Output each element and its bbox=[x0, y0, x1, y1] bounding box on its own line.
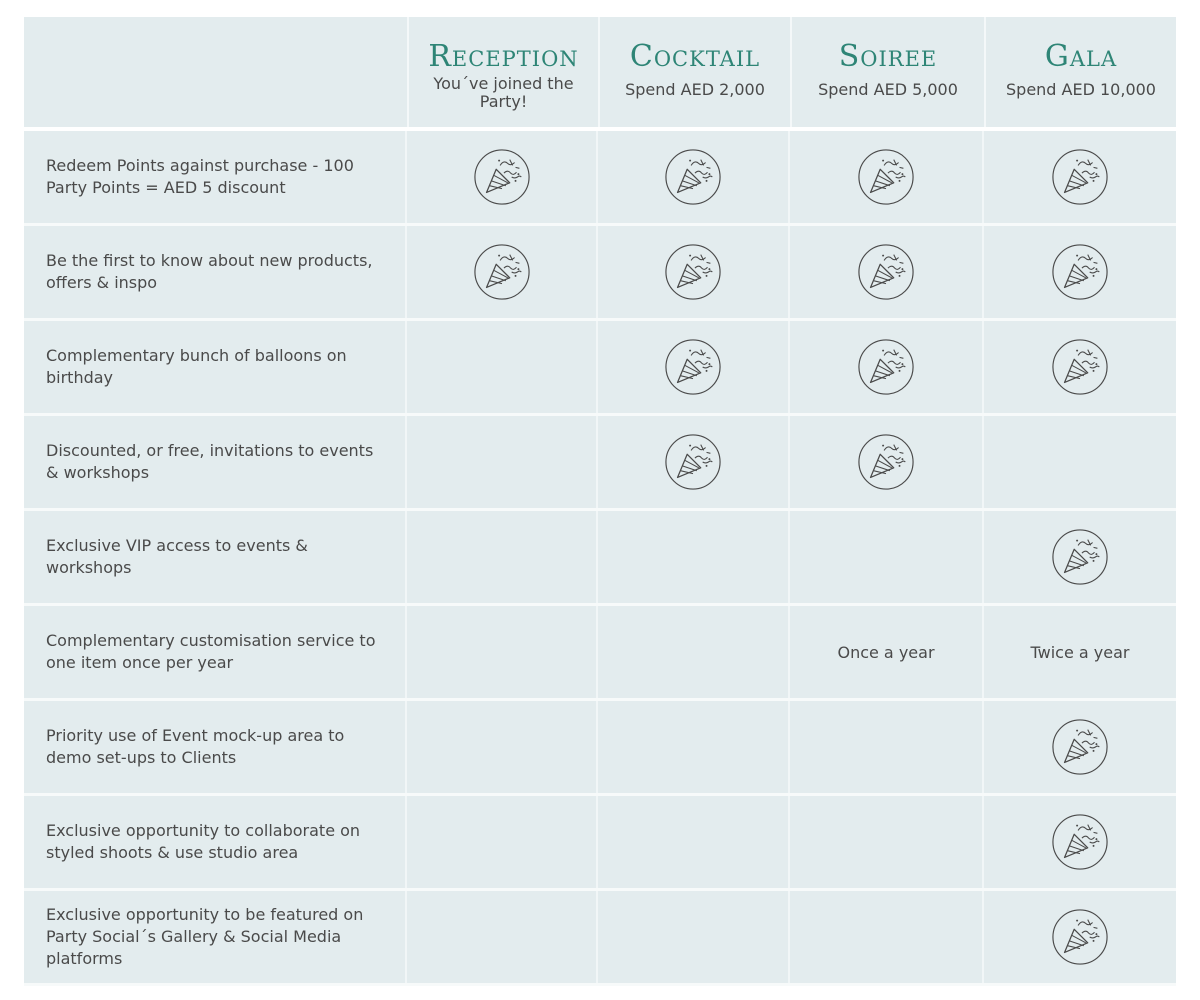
tier-cell bbox=[984, 416, 1176, 508]
benefit-label: Redeem Points against purchase - 100 Party Points = AED 5 discount bbox=[24, 131, 407, 223]
tier-cell bbox=[598, 131, 790, 223]
tier-cell bbox=[790, 796, 984, 888]
tier-cell bbox=[598, 226, 790, 318]
benefit-label: Discounted, or free, invitations to events & workshops bbox=[24, 416, 407, 508]
loyalty-tiers-table bbox=[24, 17, 1176, 986]
tier-cell bbox=[407, 131, 598, 223]
tier-gala bbox=[984, 17, 1176, 127]
party-popper-icon bbox=[1051, 718, 1109, 776]
tier-cell bbox=[407, 416, 598, 508]
tier-cell bbox=[407, 321, 598, 413]
party-popper-icon bbox=[1051, 813, 1109, 871]
party-popper-icon bbox=[857, 148, 915, 206]
benefit-row bbox=[24, 606, 1176, 701]
party-popper-icon bbox=[857, 433, 915, 491]
tier-cell bbox=[790, 321, 984, 413]
benefit-row bbox=[24, 416, 1176, 511]
party-popper-icon bbox=[1051, 528, 1109, 586]
tier-cell bbox=[407, 606, 598, 698]
benefit-label: Complementary bunch of balloons on birthday bbox=[24, 321, 407, 413]
party-popper-icon bbox=[1051, 148, 1109, 206]
tier-cell bbox=[984, 891, 1176, 983]
tier-cell bbox=[598, 321, 790, 413]
tier-cell bbox=[598, 891, 790, 983]
tier-cell bbox=[984, 606, 1176, 698]
header-blank-cell bbox=[24, 17, 407, 127]
tier-cell bbox=[790, 416, 984, 508]
tier-cell bbox=[790, 606, 984, 698]
party-popper-icon bbox=[1051, 338, 1109, 396]
benefit-frequency: Once a year bbox=[837, 642, 935, 662]
tier-cell bbox=[790, 701, 984, 793]
party-popper-icon bbox=[473, 243, 531, 301]
tier-subtitle: Spend AED 5,000 bbox=[818, 80, 958, 99]
tier-cell bbox=[790, 226, 984, 318]
benefit-label: Be the first to know about new products, offers & inspo bbox=[24, 226, 407, 318]
tiers-header bbox=[24, 17, 1176, 127]
benefit-row bbox=[24, 891, 1176, 986]
benefit-label: Exclusive opportunity to collaborate on styled shoots & use studio area bbox=[24, 796, 407, 888]
tier-name: Soiree bbox=[838, 39, 938, 74]
tier-cell bbox=[407, 226, 598, 318]
party-popper-icon bbox=[473, 148, 531, 206]
tier-cell bbox=[598, 511, 790, 603]
tier-cell bbox=[407, 891, 598, 983]
tier-cell bbox=[598, 796, 790, 888]
tier-name: Reception bbox=[428, 39, 579, 74]
tier-cell bbox=[984, 131, 1176, 223]
party-popper-icon bbox=[664, 433, 722, 491]
benefit-label: Exclusive opportunity to be featured on Party Social´s Gallery & Social Media platforms bbox=[24, 891, 407, 983]
party-popper-icon bbox=[1051, 243, 1109, 301]
party-popper-icon bbox=[664, 243, 722, 301]
party-popper-icon bbox=[857, 338, 915, 396]
tier-cell bbox=[790, 511, 984, 603]
tier-cell bbox=[790, 891, 984, 983]
benefit-row bbox=[24, 321, 1176, 416]
tier-cell bbox=[984, 796, 1176, 888]
tier-subtitle: You´ve joined the Party! bbox=[433, 74, 574, 111]
tier-subtitle: Spend AED 2,000 bbox=[625, 80, 765, 99]
tier-cell bbox=[407, 511, 598, 603]
benefit-row bbox=[24, 701, 1176, 796]
tier-cell bbox=[984, 511, 1176, 603]
benefit-row bbox=[24, 226, 1176, 321]
tier-cell bbox=[984, 321, 1176, 413]
party-popper-icon bbox=[857, 243, 915, 301]
tier-cell bbox=[984, 701, 1176, 793]
benefit-rows bbox=[24, 131, 1176, 986]
party-popper-icon bbox=[664, 338, 722, 396]
tier-name: Gala bbox=[1044, 39, 1118, 74]
benefit-row bbox=[24, 131, 1176, 226]
tier-reception bbox=[407, 17, 598, 127]
tier-cell bbox=[984, 226, 1176, 318]
tier-cell bbox=[407, 701, 598, 793]
tier-subtitle: Spend AED 10,000 bbox=[1006, 80, 1156, 99]
party-popper-icon bbox=[1051, 908, 1109, 966]
benefit-frequency: Twice a year bbox=[1030, 642, 1130, 662]
benefit-row bbox=[24, 511, 1176, 606]
benefit-label: Exclusive VIP access to events & workshops bbox=[24, 511, 407, 603]
benefit-label: Complementary customisation service to one item once per year bbox=[24, 606, 407, 698]
tier-name: Cocktail bbox=[629, 39, 761, 74]
tier-cell bbox=[598, 416, 790, 508]
tier-cell bbox=[598, 701, 790, 793]
tier-cocktail bbox=[598, 17, 790, 127]
tier-soiree bbox=[790, 17, 984, 127]
tier-cell bbox=[598, 606, 790, 698]
party-popper-icon bbox=[664, 148, 722, 206]
benefit-label: Priority use of Event mock-up area to demo set-ups to Clients bbox=[24, 701, 407, 793]
tier-cell bbox=[407, 796, 598, 888]
benefit-row bbox=[24, 796, 1176, 891]
tier-cell bbox=[790, 131, 984, 223]
